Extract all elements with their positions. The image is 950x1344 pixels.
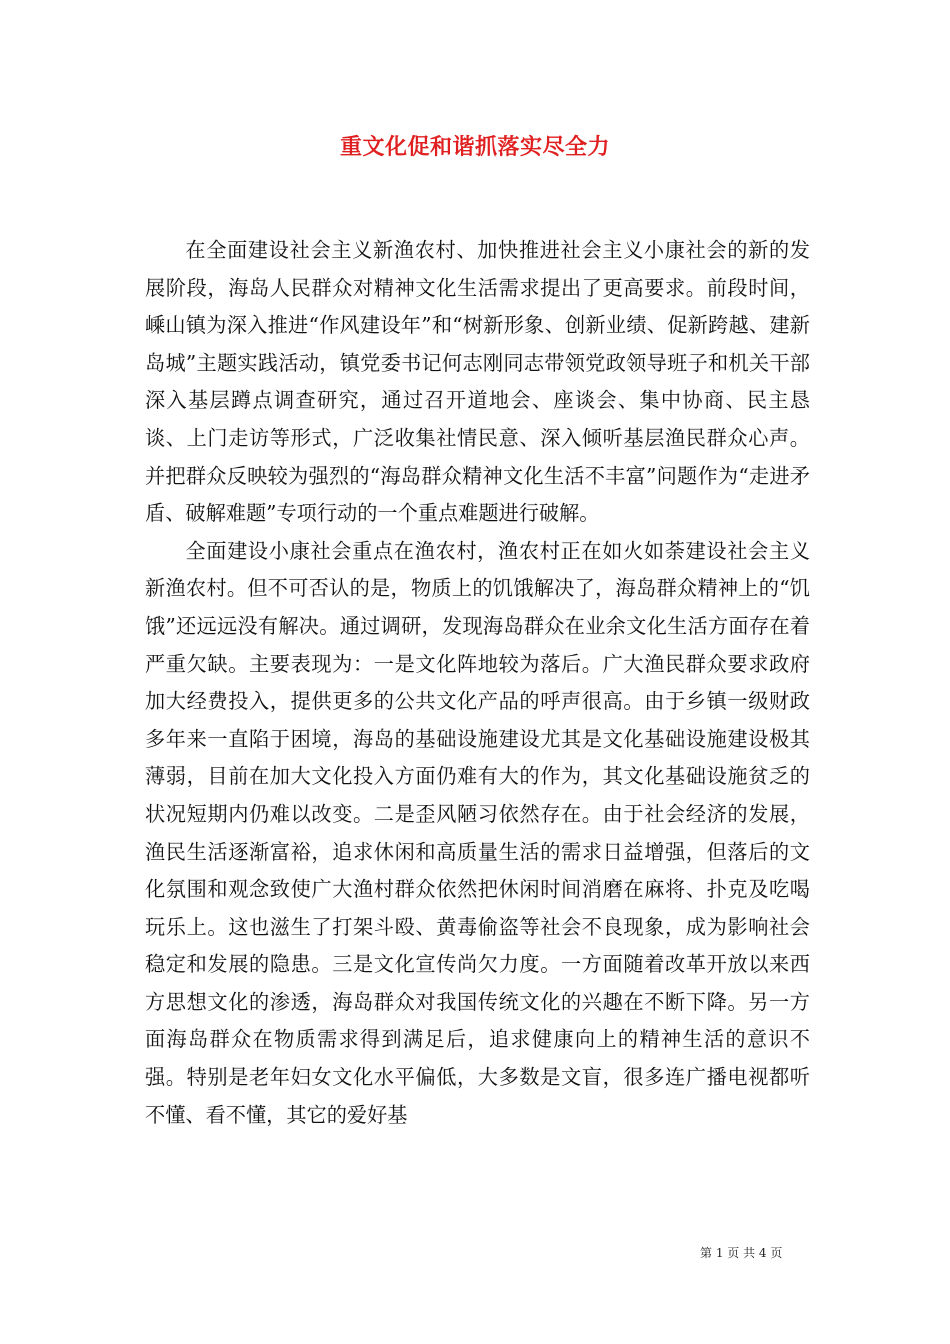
page-number-footer: 第 1 页 共 4 页	[700, 1246, 783, 1260]
document-body	[145, 232, 810, 1134]
paragraph-2: 全面建设小康社会重点在渔农村，渔农村正在如火如荼建设社会主义新渔农村。但不可否认的是，物质上的饥饿解决了，海岛群众精神上的“饥饿”还远远没有解决。通过调研，发现海岛群众在业余文化生活方面存在着严重欠缺。主要表现为：一是文化阵地较为落后。广大渔民群众要求政府加大经费投入，提供更多的公共文化产品的呼声很高。由于乡镇一级财政多年来一直陷于困境，海岛的基础设施建设尤其是文化基础设施建设极其薄弱，目前在加大文化投入方面仍难有大的作为，其文化基础设施贫乏的状况短期内仍难以改变。二是歪风陋习依然存在。由于社会经济的发展，渔民生活逐渐富裕，追求休闲和高质量生活的需求日益增强，但落后的文化氛围和观念致使广大渔村群众依然把休闲时间消磨在麻将、扑克及吃喝玩乐上。这也滋生了打架斗殴、黄毒偷盗等社会不良现象，成为影响社会稳定和发展的隐患。三是文化宣传尚欠力度。一方面随着改革开放以来西方思想文化的渗透，海岛群众对我国传统文化的兴趣在不断下降。另一方面海岛群众在物质需求得到满足后，追求健康向上的精神生活的意识不强。特别是老年妇女文化水平偏低，大多数是文盲，很多连广播电视都听不懂、看不懂，其它的爱好基	[145, 538, 810, 1127]
document-title: 重文化促和谐抓落实尽全力	[339, 134, 610, 160]
paragraph-1: 在全面建设社会主义新渔农村、加快推进社会主义小康社会的新的发展阶段，海岛人民群众对精神文化生活需求提出了更高要求。前段时间，嵊山镇为深入推进“作风建设年”和“树新形象、创新业绩、促新跨越、建新岛城”主题实践活动，镇党委书记何志刚同志带领党政领导班子和机关干部深入基层蹲点调查研究，通过召开道地会、座谈会、集中协商、民主恳谈、上门走访等形式，广泛收集社情民意、深入倾听基层渔民群众心声。并把群众反映较为强烈的“海岛群众精神文化生活不丰富”问题作为“走进矛盾、破解难题”专项行动的一个重点难题进行破解。	[145, 238, 810, 526]
